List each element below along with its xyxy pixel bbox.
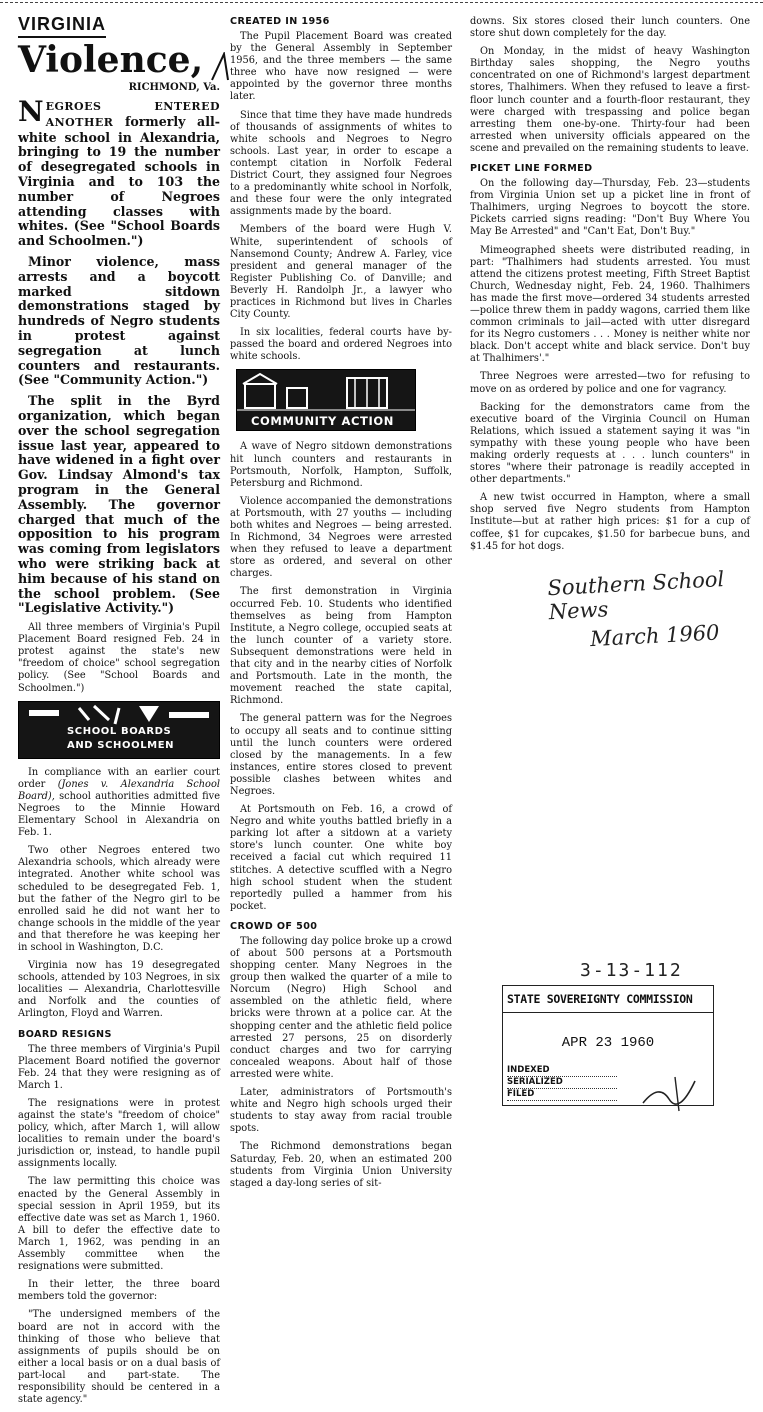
lead-caps: EGROES ENTERED ANOTHER — [45, 100, 220, 129]
paragraph: A new twist occurred in Hampton, where a small shop served five Negro students from Hampton Institute—but at rather high prices: $1 for a cup of coffee, $1 for cupcakes, $1.50 for barbecue buns, and $1.45 for hot dogs. — [470, 492, 750, 552]
paragraph: A wave of Negro sitdown demonstrations hit lunch counters and restaurants in Portsmouth, Norfolk, Hampton, Suffolk, Petersburg and Richmond. — [230, 441, 452, 489]
paragraph: In their letter, the three board members told the governor: — [18, 1279, 220, 1303]
paragraph: The resignations were in protest against the state's "freedom of choice" policy, which, after March 1, will allow localities to remain under the board's jurisdiction or, instead, to handle pupil assignments locally. — [18, 1097, 220, 1170]
commission-stamp — [502, 985, 714, 1106]
paragraph: The first demonstration in Virginia occurred Feb. 10. Students who identified themselves as being from Hampton Institute, a Negro college, occupied seats at the lunch counter of a variety store. Subsequent demonstrations were held in that city and in the nearby cities of Norfolk and Portsmouth. Late in the month, the movement reached the state capital, Richmond. — [230, 586, 452, 707]
top-rule — [0, 2, 763, 3]
stamp-initials-mark — [639, 1073, 699, 1113]
column-3 — [470, 14, 750, 651]
handwritten-source: Southern School News — [546, 566, 725, 625]
paragraph: Members of the board were Hugh V. White, superintendent of schools of Nansemond County; Andrew A. Farley, vice president and general manager of the Register Publishing Co. of Danville; and Beverly H. Randolph Jr., a lawyer who practices in Richmond but lives in Charles City County. — [230, 224, 452, 321]
lead-paragraph-3: The split in the Byrd organization, which began over the school segregation issue last year, appeared to have widened in a fight over Gov. Lindsay Almond's tax program in the General Assembly. The governor charged that much of the opposition to his program was coming from legislators who were striking back at him because of his stand on the school problem. (See "Legislative Activity.") — [18, 393, 220, 616]
paragraph: Virginia now has 19 desegregated schools, attended by 103 Negroes, in six localities — Alexandria, Charlottesville and Norfolk and the counties of Arlington, Floyd and Warren. — [18, 960, 220, 1020]
paragraph: Backing for the demonstrators came from the executive board of the Virginia Council on Human Relations, which issued a statement saying it was "in sympathy with these young people who have been making orderly requests at . . . lunch counters" in stores "where their patronage is readily accepted in other departments." — [470, 401, 750, 486]
stamp-row-serialized: SERIALIZED — [507, 1077, 617, 1089]
paragraph: At Portsmouth on Feb. 16, a crowd of Negro and white youths battled briefly in a parking lot after a sitdown at a variety store's lunch counter. One white boy received a facial cut which required 11 stitches. A detective scuffled with a Negro high school student when the student reportedly pulled a hammer from his pocket. — [230, 804, 452, 912]
lead-paragraph-2: Minor violence, mass arrests and a boycott marked sitdown demonstrations staged by hundreds of Negro students in protest against segregation at lunch counters and restaurants. (See "Community Action.") — [18, 253, 220, 388]
paragraph: The law permitting this choice was enacted by the General Assembly in special session in April 1959, but its effective date was set as March 1, 1960. A bill to defer the effective date to March 1, 1962, was pending in an Assembly committee when the resignations were submitted. — [18, 1176, 220, 1273]
paragraph — [18, 767, 220, 840]
paragraph: The Pupil Placement Board was created by the General Assembly in September 1956, and the three members — the same three who have now resigned — were appointed by the governor three months later. — [230, 31, 452, 103]
text-fragment: school authorities admitted five Negroes to the Minnie Howard Elementary School in Alexandria on Feb. 1. — [18, 790, 220, 839]
paragraph: Mimeographed sheets were distributed reading, in part: "Thalhimers had students arrested. You must attend the citizens protest meeting, Fifth Street Baptist Church, Wednesday night, Feb. 24, 1960. Thalhimers has made the first move—ordered 34 students arrested—police threw them in paddy wagons, carried them like common criminals to jail—acted with utter disregard for its Negro customers . . . Money is neither white nor black. Don't accept white and black service. Don't buy at Thalhimers'." — [470, 244, 750, 365]
paragraph: The Richmond demonstrations began Saturday, Feb. 20, when an estimated 200 students from Virginia Union University staged a day-long series of sit- — [230, 1141, 452, 1189]
paragraph: All three members of Virginia's Pupil Placement Board resigned Feb. 24 in protest against the state's new "freedom of choice" school segregation policy. (See "School Boards and Schoolmen.") — [18, 622, 220, 694]
paragraph: The following day police broke up a crowd of about 500 persons at a Portsmouth shopping center. Many Negroes in the group then walked the quarter of a mile to Norcum (Negro) High School and assembled on the athletic field, where bricks were thrown at a police car. At the shopping center and the athletic field police arrested 27 persons, 25 on disorderly conduct charges and two for carrying concealed weapons. About half of those arrested were white. — [230, 935, 452, 1080]
column-1 — [18, 14, 220, 1412]
paragraph: The general pattern was for the Negroes to occupy all seats and to continue sitting until the lunch counters were ordered closed by the managements. In a few instances, entire stores closed to prevent possible clashes between whites and Negroes. — [230, 713, 452, 797]
banner-title: COMMUNITY ACTION — [251, 414, 394, 429]
text-fragment: In compliance with an earlier court order — [18, 766, 220, 790]
paragraph: Three Negroes were arrested—two for refusing to move on as ordered by police and one for vagrancy. — [470, 371, 750, 395]
drop-cap: N — [18, 95, 44, 128]
subhead-picket: PICKET LINE FORMED — [470, 163, 593, 175]
banner-line-1: SCHOOL BOARDS — [67, 725, 172, 737]
subhead-board-resigns: BOARD RESIGNS — [18, 1028, 112, 1040]
clipped-letter-mark — [210, 52, 230, 82]
dateline: RICHMOND, Va. — [128, 82, 220, 93]
banner-line-2: AND SCHOOLMEN — [67, 739, 175, 751]
paragraph: On the following day—Thursday, Feb. 23—students from Virginia Union set up a picket line in front of Thalhimers, urging Negroes to boycott the store. Pickets carried signs reading: "Don't Buy Where You May Be Arrested" and "Can't Eat, Don't Buy." — [470, 178, 750, 238]
case-name: (Jones v. Alexandria School Board), — [18, 778, 220, 802]
stamp-row-filed: FILED — [507, 1089, 617, 1101]
school-boards-banner — [18, 701, 220, 759]
stamp-row-indexed: INDEXED — [507, 1065, 617, 1077]
paragraph: The three members of Virginia's Pupil Placement Board notified the governor Feb. 24 that they were resigning as of March 1. — [18, 1043, 220, 1091]
stamp-title: STATE SOVEREIGNTY COMMISSION — [503, 986, 713, 1013]
handwritten-date: March 1960 — [589, 620, 721, 651]
paragraph: On Monday, in the midst of heavy Washington Birthday sales shopping, the Negro youths concentrated on one of Richmond's largest department stores, Thalhimers. When they refused to leave a first-floor lunch counter and a fourth-floor restaurant, they were charged with trespassing and police began arresting them one-by-one. Thirty-four had been arrested when university officials appeared on the scene and prevailed on the remaining students to leave. — [470, 46, 750, 154]
paragraph: In six localities, federal courts have by-passed the board and ordered Negroes into white schools. — [230, 327, 452, 363]
paragraph: downs. Six stores closed their lunch counters. One store shut down completely for the day. — [470, 16, 750, 40]
community-action-banner — [236, 369, 416, 431]
paragraph: Violence accompanied the demonstrations at Portsmouth, with 27 youths — including both whites and Negroes — being arrested. In Richmond, 34 Negroes were arrested when they refused to leave a department store as ordered, and several on other charges. — [230, 495, 452, 580]
headline: Violence, — [18, 39, 204, 81]
state-label: VIRGINIA — [18, 14, 106, 38]
subhead-crowd: CROWD OF 500 — [230, 920, 318, 932]
lead-paragraph — [18, 95, 221, 249]
lead-text: formerly all-white school in Alexandria, bringing to 19 the number of desegregated schools in Virginia and to 103 the number of Negroes attending classes with whites. (See "School Boards and Schoolmen.") — [18, 113, 221, 249]
subhead-created: CREATED IN 1956 — [230, 16, 330, 27]
stamp-date: APR 23 1960 — [561, 1035, 655, 1051]
column-2 — [230, 14, 452, 1196]
paragraph: Since that time they have made hundreds of thousands of assignments of whites to white schools and Negroes to Negro schools. Last year, in order to escape a contempt citation in Norfolk Federal District Court, they assigned four Negroes to a predominantly white school in Norfolk, and these four were the only integrated assignments made by the board. — [230, 109, 452, 218]
paragraph: Later, administrators of Portsmouth's white and Negro high schools urged their students to stay away from racial trouble spots. — [230, 1087, 452, 1135]
paragraph: Two other Negroes entered two Alexandria schools, which already were integrated. Another white school was scheduled to be desegregated Feb. 1, but the father of the Negro girl to be enrolled said he did not want her to change schools in the middle of the year and that therefore he was keeping her in school in Washington, D.C. — [18, 845, 220, 953]
paragraph: "The undersigned members of the board are not in accord with the thinking of those who believe that assignments of pupils should be on either a local basis or on a dual basis of part-local and part-state. The responsibility should be centered in a state agency." — [18, 1309, 220, 1406]
stamp-file-number: 3-13-112 — [580, 960, 683, 981]
